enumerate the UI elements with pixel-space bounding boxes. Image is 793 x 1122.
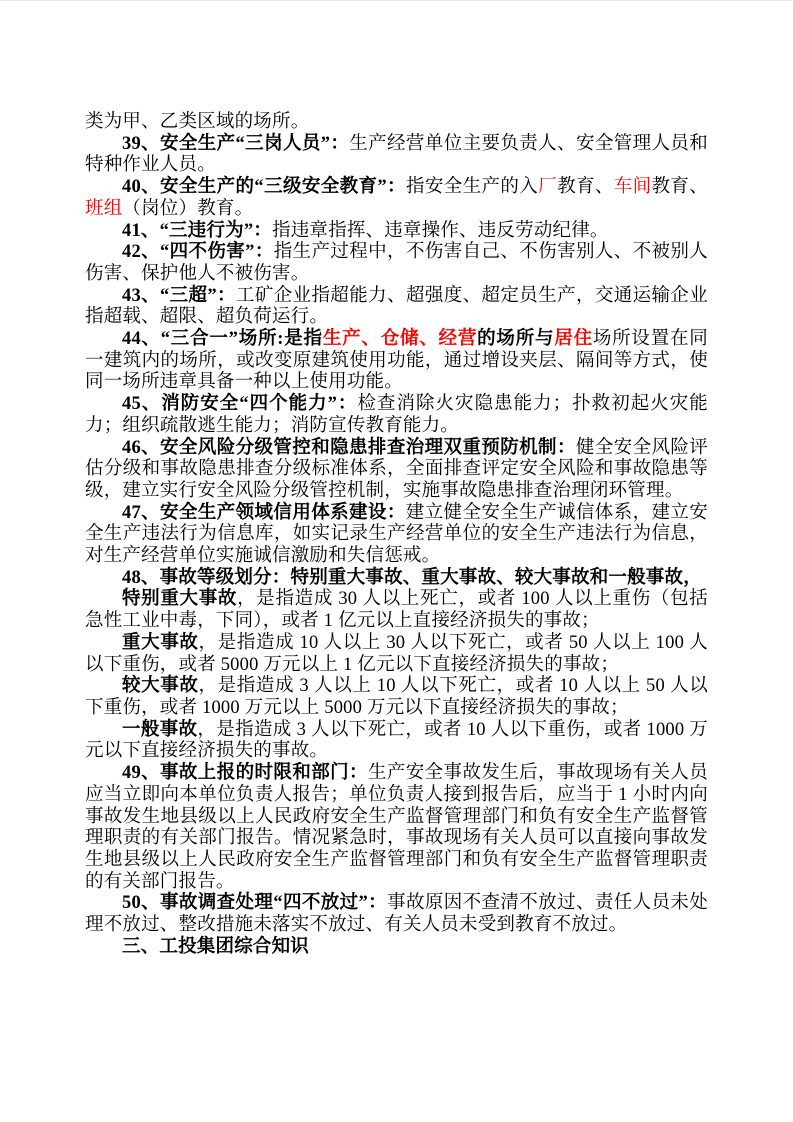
section-heading-3 xyxy=(85,937,708,959)
text-run: 47、安全生产领域信用体系建设： xyxy=(122,502,406,523)
paragraph-41 xyxy=(85,221,708,243)
text-run: 41、“三违行为”： xyxy=(122,220,273,241)
text-run: 生产经营单位主要负责人、安全管理人员和特种作业人员。 xyxy=(85,133,708,176)
paragraph-38-continuation xyxy=(85,112,708,134)
text-run: 教育、 xyxy=(651,177,708,198)
paragraph-48-major xyxy=(85,633,708,676)
text-run: 40、安全生产的“三级安全教育”： xyxy=(122,177,406,198)
paragraph-48-intro xyxy=(85,568,708,590)
text-run: 建立健全安全生产诚信体系，建立安全生产违法行为信息库，如实记录生产经营单位的安全生产违法行为信息，对生产经营单位实施诚信激励和失信惩戒。 xyxy=(85,502,708,567)
text-run: 工矿企业指超能力、超强度、超定员生产，交通运输企业指超载、超限、超负荷运行。 xyxy=(85,285,708,328)
highlighted-text-run: 班组 xyxy=(85,198,123,219)
paragraph-48-larger xyxy=(85,676,708,719)
text-run: ，是指造成 3 人以下死亡，或者 10 人以下重伤，或者 1000 万元以下直接经济损失的事故。 xyxy=(85,719,708,762)
highlighted-text-run: 居住 xyxy=(554,329,593,350)
text-run: 的场所与 xyxy=(477,329,555,350)
document-body xyxy=(85,112,708,958)
paragraph-44 xyxy=(85,329,708,394)
text-run: 指安全生产的入 xyxy=(405,177,539,198)
highlighted-text-run: 厂 xyxy=(538,177,558,198)
text-run: 事故原因不查清不放过、责任人员未处理不放过、整改措施未落实不放过、有关人员未受到教育不放过。 xyxy=(85,893,709,936)
text-run: 检查消除火灾隐患能力；扑救初起火灾能力；组织疏散逃生能力；消防宣传教育能力。 xyxy=(85,394,708,436)
paragraph-47 xyxy=(85,503,708,568)
paragraph-40 xyxy=(85,177,708,220)
text-run: 44、“三合一”场所:是指 xyxy=(122,329,323,350)
highlighted-text-run: 生产、仓储、经营 xyxy=(322,329,478,350)
text-run: 较大事故 xyxy=(122,676,199,697)
text-run: 46、安全风险分级管控和隐患排查治理双重预防机制： xyxy=(122,437,576,458)
paragraph-42 xyxy=(85,242,708,285)
paragraph-45 xyxy=(85,394,708,437)
text-run: 场所设置在同一建筑内的场所，或改变原建筑使用功能，通过增设夹层、隔间等方式，使同一场所违章具备一种以上使用功能。 xyxy=(85,329,708,393)
paragraph-43 xyxy=(85,286,708,329)
text-run: 重大事故 xyxy=(122,632,199,653)
text-run: 45、消防安全“四个能力”： xyxy=(122,394,358,415)
paragraph-48-general xyxy=(85,720,708,763)
text-run: 43、“三超”： xyxy=(122,285,236,306)
paragraph-49 xyxy=(85,763,708,893)
text-run: （岗位）教育。 xyxy=(122,198,254,219)
paragraph-39 xyxy=(85,134,708,177)
paragraph-46 xyxy=(85,438,708,503)
text-run: 特别重大事故 xyxy=(122,589,238,610)
text-run: 指违章指挥、违章操作、违反劳动纪律。 xyxy=(272,220,609,241)
paragraph-50 xyxy=(85,893,708,936)
text-run: 39、安全生产“三岗人员”： xyxy=(122,133,350,154)
text-run: 健全安全风险评估分级和事故隐患排查分级标准体系，全面排查评定安全风险和事故隐患等级，建立实行安全风险分级管控机制，实施事故隐患排查治理闭环管理。 xyxy=(85,437,708,501)
text-run: 一般事故 xyxy=(122,719,198,740)
text-run: 三、工投集团综合知识 xyxy=(122,936,310,957)
text-run: 42、“四不伤害”： xyxy=(122,242,274,263)
text-run: 类为甲、乙类区域的场所。 xyxy=(85,112,310,132)
text-run: 50、事故调查处理“四不放过”： xyxy=(122,893,388,914)
highlighted-text-run: 车间 xyxy=(613,177,652,198)
text-run: 49、事故上报的时限和部门： xyxy=(122,763,368,784)
text-run: 指生产过程中，不伤害自己、不伤害别人、不被别人伤害、保护他人不被伤害。 xyxy=(85,242,708,284)
text-run: 教育、 xyxy=(557,177,614,198)
text-run: 生产安全事故发生后，事故现场有关人员应当立即向本单位负责人报告；单位负责人接到报告后，应当于 1 小时内向事故发生地县级以上人民政府安全生产监督管理部门和负有安全生产监督管理职责的有关部门报告。情况紧急时，事故现场有关人员可以直接向事故发生地县级以上人民政府安全生产监督管理部门和负有安全生产监督管理职责的有关部门报告。 xyxy=(85,763,708,892)
text-run: ，是指造成 3 人以上 10 人以下死亡，或者 10 人以上 50 人以下重伤，或者 1000 万元以上 5000 万元以下直接经济损失的事故； xyxy=(85,676,709,718)
text-run: ，是指造成 10 人以上 30 人以下死亡，或者 50 人以上 100 人以下重伤，或者 5000 万元以上 1 亿元以下直接经济损失的事故； xyxy=(85,632,708,675)
paragraph-48-special-major xyxy=(85,589,708,632)
text-run: ，是指造成 30 人以上死亡，或者 100 人以上重伤（包括急性工业中毒，下同），或者 1 亿元以上直接经济损失的事故； xyxy=(85,589,708,632)
text-run: 48、事故等级划分：特别重大事故、重大事故、较大事故和一般事故， xyxy=(122,567,702,588)
